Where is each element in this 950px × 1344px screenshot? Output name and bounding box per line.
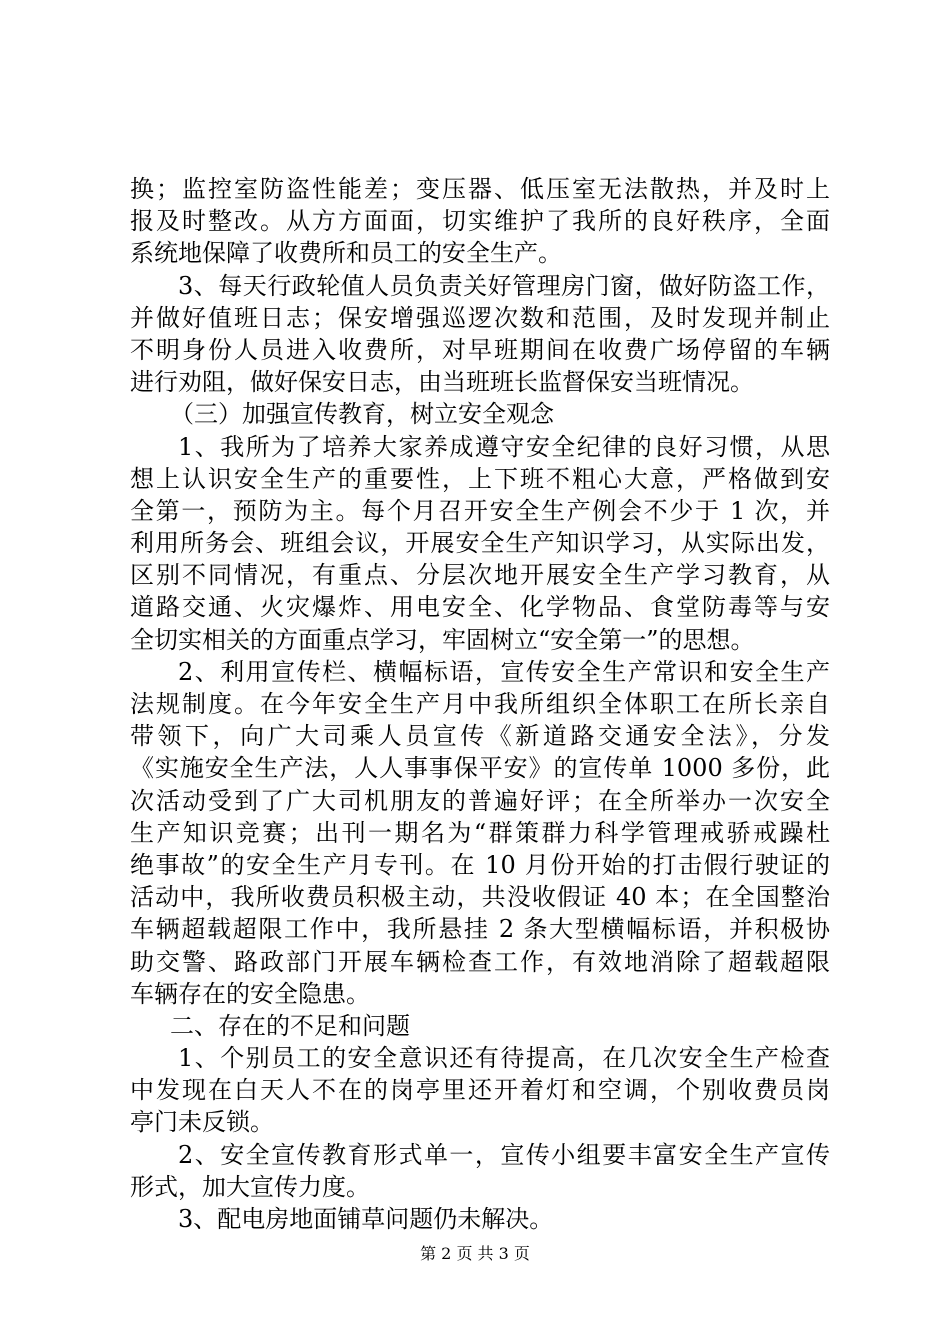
text-line: （三）加强宣传教育，树立安全观念 bbox=[170, 400, 554, 429]
text-line: 亭门未反锁。 bbox=[130, 1108, 274, 1137]
text-line: 车辆超载超限工作中，我所悬挂 2 条大型横幅标语，并积极协 bbox=[130, 915, 830, 944]
text-line: 2、利用宣传栏、横幅标语，宣传安全生产常识和安全生产 bbox=[178, 657, 830, 686]
text-line: 区别不同情况，有重点、分层次地开展安全生产学习教育，从 bbox=[130, 561, 830, 590]
text-line: 助交警、路政部门开展车辆检查工作，有效地消除了超载超限 bbox=[130, 947, 830, 976]
text-line: 系统地保障了收费所和员工的安全生产。 bbox=[130, 239, 562, 268]
text-line: 3、配电房地面铺草问题仍未解决。 bbox=[178, 1205, 554, 1233]
text-line: 想上认识安全生产的重要性，上下班不粗心大意，严格做到安 bbox=[130, 464, 830, 493]
text-line: 次活动受到了广大司机朋友的普遍好评；在全所举办一次安全 bbox=[130, 786, 830, 815]
text-line: 带领下，向广大司乘人员宣传《新道路交通安全法》，分发 bbox=[130, 722, 830, 751]
text-line: 3、每天行政轮值人员负责关好管理房门窗，做好防盗工作， bbox=[178, 271, 830, 300]
body-text bbox=[130, 173, 830, 1235]
text-line: 1、我所为了培养大家养成遵守安全纪律的良好习惯，从思 bbox=[178, 432, 830, 461]
text-line: 报及时整改。从方方面面，切实维护了我所的良好秩序，全面 bbox=[130, 207, 830, 236]
text-line: 活动中，我所收费员积极主动，共没收假证 40 本；在全国整治 bbox=[130, 883, 830, 912]
text-line: 二、存在的不足和问题 bbox=[170, 1011, 410, 1040]
text-line: 不明身份人员进入收费所，对早班期间在收费广场停留的车辆 bbox=[130, 335, 830, 364]
text-line: 并做好值班日志；保安增强巡逻次数和范围，及时发现并制止 bbox=[130, 303, 830, 332]
text-line: 法规制度。在今年安全生产月中我所组织全体职工在所长亲自 bbox=[130, 690, 830, 718]
text-line: 道路交通、火灾爆炸、用电安全、化学物品、食堂防毒等与安 bbox=[130, 593, 830, 622]
text-line: 《实施安全生产法，人人事事保平安》的宣传单 1000 多份，此 bbox=[130, 754, 830, 783]
text-line: 生产知识竞赛；出刊一期名为“群策群力科学管理戒骄戒躁杜 bbox=[130, 818, 830, 847]
text-line: 利用所务会、班组会议，开展安全生产知识学习，从实际出发， bbox=[130, 529, 830, 558]
page-footer: 第 2 页 共 3 页 bbox=[420, 1244, 530, 1263]
text-line: 1、个别员工的安全意识还有待提高，在几次安全生产检查 bbox=[178, 1044, 830, 1073]
text-line: 形式，加大宣传力度。 bbox=[130, 1172, 370, 1201]
text-line: 车辆存在的安全隐患。 bbox=[130, 979, 370, 1008]
text-line: 全第一，预防为主。每个月召开安全生产例会不少于 1 次，并 bbox=[130, 496, 830, 525]
text-line: 进行劝阻，做好保安日志，由当班班长监督保安当班情况。 bbox=[130, 368, 754, 397]
text-line: 中发现在白天人不在的岗亭里还开着灯和空调，个别收费员岗 bbox=[130, 1076, 830, 1105]
text-line: 2、安全宣传教育形式单一，宣传小组要丰富安全生产宣传 bbox=[178, 1140, 830, 1169]
text-line: 换；监控室防盗性能差；变压器、低压室无法散热，并及时上 bbox=[130, 175, 830, 203]
text-line: 绝事故”的安全生产月专刊。在 10 月份开始的打击假行驶证的 bbox=[130, 850, 830, 879]
text-line: 全切实相关的方面重点学习，牢固树立“安全第一”的思想。 bbox=[130, 625, 755, 654]
